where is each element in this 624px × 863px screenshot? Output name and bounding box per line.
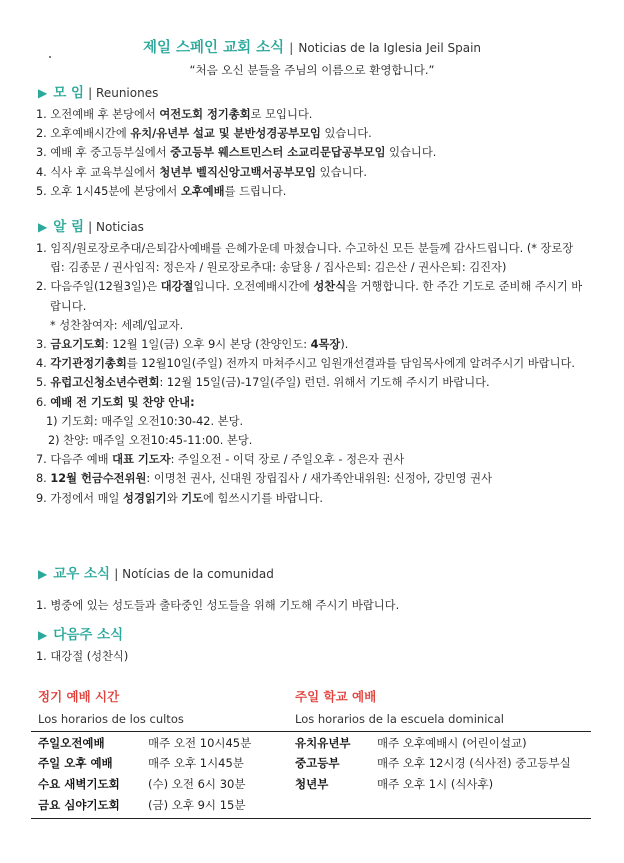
table-row: 중고등부 매주 오후 12시경 (식사전) 중고등부실 — [295, 756, 571, 770]
escuela-title-korean: 주일 학교 예배 — [295, 689, 377, 704]
reuniones-list — [36, 105, 598, 201]
list-item: 4. 각기관정기총회를 12월10일(주일) 전까지 마쳐주시고 임원개선결과를 담임목사에게 알려주시기 바랍니다. — [36, 357, 576, 371]
list-item: 6. 예배 전 기도회 및 찬양 안내: — [36, 395, 195, 409]
section-proxima — [38, 626, 598, 666]
section-reuniones — [38, 84, 598, 201]
cultos-title-spanish: Los horarios de los cultos — [38, 712, 184, 726]
title-korean: 제일 스페인 교회 소식 — [142, 40, 285, 56]
section-title-spanish: | Noticias — [88, 220, 144, 234]
section-title-korean: 모 임 — [53, 85, 85, 101]
schedule-top-rule — [31, 731, 591, 732]
list-item: 4. 식사 후 교육부실에서 청년부 벨직신앙고백서공부모임 있습니다. — [36, 165, 367, 179]
praise-note: 2) 찬양: 매주일 오전10:45-11:00. 본당. — [48, 434, 253, 448]
table-row: 수요 새벽기도회 (수) 오전 6시 30분 — [38, 777, 246, 791]
comunidad-list — [36, 596, 598, 615]
page-title — [0, 36, 624, 57]
triangle-right-icon: ▶ — [38, 220, 48, 234]
list-item: 5. 유럽고신청소년수련회: 12월 15일(금)-17일(주일) 런던. 위해서 기도해 주시기 바랍니다. — [36, 376, 490, 390]
section-header — [38, 626, 598, 645]
list-item: 1. 오전예배 후 본당에서 여전도회 정기총회로 모입니다. — [36, 108, 313, 121]
section-header — [38, 565, 598, 584]
section-title-spanish: | Reuniones — [88, 86, 159, 100]
communion-note: * 성찬참여자: 세례/입교자. — [50, 318, 184, 332]
section-title-korean: 교우 소식 — [53, 566, 111, 582]
table-row: 주일오전예배 매주 오전 10시45분 — [38, 736, 252, 750]
section-comunidad — [38, 565, 598, 615]
section-title-korean: 알 림 — [53, 219, 85, 235]
list-item: 3. 예배 후 중고등부실에서 중고등부 웨스트민스터 소교리문답공부모임 있습니다. — [36, 146, 437, 160]
list-item: 2. 오후예배시간에 유치/유년부 설교 및 분반성경공부모임 있습니다. — [36, 127, 372, 141]
cultos-title-korean: 정기 예배 시간 — [38, 689, 120, 704]
table-row: 청년부 매주 오후 1시 (식사후) — [295, 777, 494, 791]
title-spanish: Noticias de la Iglesia Jeil Spain — [298, 41, 482, 55]
section-title-spanish: | Notícias de la comunidad — [114, 567, 274, 581]
section-header — [38, 84, 598, 103]
list-item: 9. 가정에서 매일 성경읽기와 기도에 힘쓰시기를 바랍니다. — [36, 491, 323, 505]
section-title-korean: 다음주 소식 — [53, 627, 124, 643]
list-item: 1. 병중에 있는 성도들과 출타중인 성도들을 위해 기도해 주시기 바랍니다. — [36, 599, 400, 612]
section-noticias — [38, 218, 598, 508]
cultos-heading — [38, 688, 184, 728]
list-item: 5. 오후 1시45분에 본당에서 오후예배를 드립니다. — [36, 184, 287, 198]
list-item: 2. 다음주일(12월3일)은 대강절입니다. 오전예배시간에 성찬식을 거행합니다. 한 주간 기도로 준비해 주시기 바랍니다. — [36, 280, 583, 313]
table-row: 유치유년부 매주 오후예배시 (어린이설교) — [295, 736, 527, 750]
prayer-meeting-note: 1) 기도회: 매주일 오전10:30-42. 본당. — [46, 414, 244, 428]
list-item: 7. 다음주 예배 대표 기도자: 주일오전 - 이덕 장로 / 주일오후 - 정은자 권사 — [36, 453, 405, 467]
section-header — [38, 218, 598, 237]
table-row: 주일 오후 예배 매주 오후 1시45분 — [38, 756, 244, 770]
welcome-message: “처음 오신 분들을 주님의 이름으로 환영합니다.” — [189, 63, 435, 77]
list-item: 8. 12월 헌금수전위원: 이명천 권사, 신대원 장립집사 / 새가족안내위원: 신정아, 강민영 권사 — [36, 472, 492, 486]
table-row: 금요 심야기도회 (금) 오후 9시 15분 — [38, 798, 246, 812]
triangle-right-icon: ▶ — [38, 86, 48, 100]
list-item: 3. 금요기도회: 12월 1일(금) 오후 9시 본당 (찬양인도: 4목장). — [36, 338, 349, 352]
title-separator: | — [289, 41, 294, 55]
escuela-title-spanish: Los horarios de la escuela dominical — [295, 712, 504, 726]
proxima-list — [36, 647, 598, 666]
decorative-dot — [49, 56, 51, 58]
schedule-bottom-rule — [31, 818, 591, 819]
noticias-list — [36, 239, 584, 508]
triangle-right-icon: ▶ — [38, 567, 48, 581]
list-item: 1. 임직/원로장로추대/은퇴감사예배를 은혜가운데 마쳤습니다. 수고하신 모든 분들께 감사드립니다. (* 장로장립: 김종문 / 권사임직: 정은자 / 원로장로추대: 송달용 / 집사은퇴: 김은산 / 권사은퇴: 김진자) — [36, 242, 574, 275]
list-item: 1. 대강절 (성찬식) — [36, 650, 129, 663]
escuela-heading — [295, 688, 504, 728]
triangle-right-icon: ▶ — [38, 628, 48, 642]
